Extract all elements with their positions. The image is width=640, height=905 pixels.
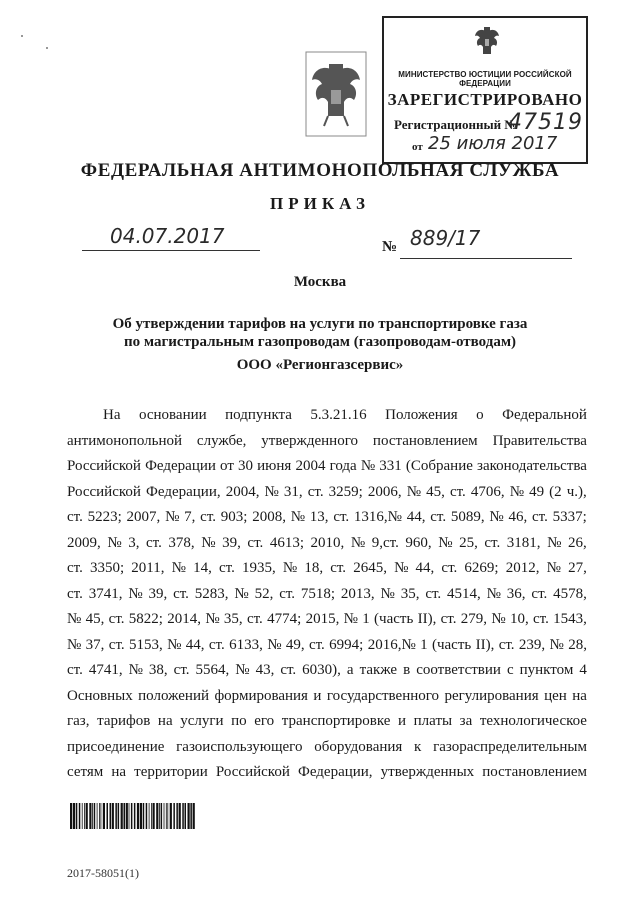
date-underline [82, 250, 260, 251]
body-word: № [549, 636, 564, 653]
body-word: № [201, 534, 216, 551]
body-word: о [476, 407, 484, 423]
body-word: 3, [128, 534, 140, 551]
body-word: 6994; [329, 636, 364, 653]
body-word: на [111, 764, 127, 780]
barcode-bar [137, 803, 139, 829]
body-word: № [205, 611, 220, 627]
body-word: ч.), [566, 483, 587, 500]
body-word: ст. [308, 636, 325, 653]
body-word: № [167, 636, 182, 653]
subject-line-2: по магистральным газопроводам (газопроводам-отводам) [123, 334, 517, 350]
body-word: постановлением [372, 432, 478, 449]
body-word: 3259; [328, 483, 363, 500]
body-word: 35, [223, 611, 243, 627]
body-word: газ, [67, 713, 90, 729]
body-word: 2014, [167, 611, 202, 627]
body-word: утвержденного [261, 432, 358, 449]
barcode-bar [107, 803, 109, 829]
barcode-bar [112, 803, 114, 829]
barcode-bar [110, 803, 112, 829]
body-word: на [572, 687, 587, 704]
body-word: 3181, [506, 534, 541, 551]
body-word: Федеральной [502, 407, 587, 423]
body-word: транспортировке [281, 713, 391, 729]
body-word: ст. [333, 509, 350, 525]
body-word: ст. [67, 560, 83, 576]
body-word: № [67, 611, 82, 627]
body-word: 4741, [88, 662, 123, 678]
body-word: 3741, [88, 585, 123, 602]
body-word: ст. [173, 585, 189, 602]
body-word: № [394, 560, 409, 576]
body-word: II), [417, 611, 437, 627]
registration-stamp [382, 16, 588, 164]
body-line [67, 509, 587, 526]
body-word: 39, [222, 534, 241, 551]
stamp-ministry-name: МИНИСТЕРСТВО ЮСТИЦИИ РОССИЙСКОЙ ФЕДЕРАЦИИ [398, 70, 572, 88]
body-word: пунктом [519, 662, 574, 678]
body-word: 52, [254, 585, 274, 602]
body-word: ст. [307, 483, 324, 500]
body-word: № [107, 534, 122, 551]
body-word: законодательства [477, 458, 587, 474]
body-word: 30 [238, 458, 254, 474]
body-line [67, 560, 587, 577]
body-word: № [67, 636, 82, 653]
body-word: 44, [185, 636, 205, 653]
barcode-bar [86, 803, 88, 829]
barcode-bar [103, 803, 105, 829]
body-word: 6269; [464, 560, 499, 576]
body-word: оборудования [314, 738, 403, 755]
body-word: 44, [406, 509, 426, 525]
body-word: 1 [420, 636, 428, 653]
body-word: постановлением [482, 764, 587, 780]
body-word: к [414, 738, 422, 755]
barcode-bar [185, 803, 187, 829]
barcode-bar [131, 803, 133, 829]
body-word: № [343, 611, 358, 627]
body-word: ст. [484, 534, 501, 551]
barcode-bar [121, 803, 123, 829]
body-word: 35, [400, 585, 420, 602]
body-word: ст. [67, 585, 83, 602]
body-word: № [491, 611, 506, 627]
barcode-bar [151, 803, 152, 829]
body-word: 5.3.21.16 [310, 407, 367, 423]
barcode-bar [115, 803, 117, 829]
body-word: № [165, 509, 180, 525]
body-line [67, 764, 587, 781]
body-word: Правительства [492, 432, 587, 449]
body-line [67, 433, 587, 450]
body-word: 6133, [229, 636, 263, 653]
number-underline [400, 258, 572, 259]
body-word: 14, [193, 560, 212, 576]
body-word: № [486, 585, 501, 602]
body-word: и [398, 713, 407, 729]
body-word: ст. [173, 662, 190, 678]
body-word: ст. [440, 611, 457, 627]
body-word: 378, [168, 534, 195, 551]
body-word: Российской [67, 458, 141, 474]
barcode-bar [118, 803, 120, 829]
body-word: 13, [309, 509, 329, 525]
stamp-reg-label: Регистрационный № [394, 117, 518, 132]
barcode-bar [92, 803, 93, 829]
body-word: 27, [568, 560, 587, 576]
body-word: № [235, 662, 250, 678]
body-word: ст. [425, 585, 442, 602]
body-word: ст. [498, 636, 515, 653]
body-word: цен [544, 687, 567, 704]
body-word: 2007, [126, 509, 161, 525]
body-word: № [171, 560, 186, 576]
body-word: 43, [255, 662, 275, 678]
body-word: 4514, [447, 585, 481, 602]
body-word: ст. [146, 534, 162, 551]
body-word: 9,ст. [371, 534, 399, 551]
body-word: Федерации, [146, 483, 221, 500]
body-word: тарифов [97, 713, 151, 729]
body-word: его [254, 713, 275, 729]
barcode-bar [164, 803, 165, 829]
body-word: 1 [362, 611, 370, 627]
subject-company: ООО «Регионгазсервис» [236, 357, 404, 373]
body-word: № [489, 509, 504, 525]
agency-name: ФЕДЕРАЛЬНАЯ АНТИМОНОПОЛЬНАЯ СЛУЖБА [80, 160, 560, 181]
barcode-bar [70, 803, 72, 829]
barcode-bar [143, 803, 145, 829]
body-word: ст. [449, 483, 466, 500]
body-word: (часть [374, 611, 414, 627]
barcode-bar [166, 803, 167, 829]
body-word: 2013, [340, 585, 375, 602]
body-word: газоиспользующего [176, 738, 303, 755]
barcode-bar [124, 803, 126, 829]
body-word: 6030), [302, 662, 341, 678]
body-word: 2004, [225, 483, 260, 500]
body-word: на [157, 713, 173, 729]
body-word: 2011, [131, 560, 165, 576]
body-word: 1935, [241, 560, 276, 576]
body-word: ст. [430, 509, 447, 525]
body-word: № [546, 560, 561, 576]
body-line [67, 458, 587, 475]
body-word: 2006, [367, 483, 402, 500]
body-word: года [329, 458, 357, 474]
barcode-bar [153, 803, 155, 829]
body-word: 960, [405, 534, 432, 551]
body-word: 5564, [195, 662, 230, 678]
body-word: платы [413, 713, 453, 729]
barcode-bar [170, 803, 172, 829]
barcode-bar [188, 803, 190, 829]
body-word: 239, [518, 636, 546, 653]
body-word: № [547, 534, 562, 551]
scan-speck [46, 47, 48, 49]
barcode-bar [101, 803, 102, 829]
body-word: № [267, 636, 282, 653]
body-word: за [459, 713, 473, 729]
body-word: 3350; [89, 560, 125, 576]
body-word: территории [134, 764, 208, 780]
body-word: 903; [220, 509, 248, 525]
document-type: ПРИКАЗ [270, 194, 370, 213]
body-word: и [313, 687, 322, 704]
body-word: 5283, [194, 585, 229, 602]
body-word: 2016,№ [367, 636, 416, 653]
body-word: 39, [148, 585, 168, 602]
body-word: 18, [304, 560, 324, 576]
body-line [67, 611, 587, 628]
barcode-bar [99, 803, 100, 829]
body-word: 7518; [300, 585, 336, 602]
body-word: ст. [208, 636, 225, 653]
body-word: Федерации, [297, 764, 373, 780]
body-word: № [128, 662, 143, 678]
body-word: 5337; [552, 509, 587, 525]
body-word: ст. [531, 509, 548, 525]
body-word: 45, [426, 483, 445, 500]
body-line [67, 535, 587, 552]
body-word: 2009, [67, 534, 101, 551]
body-word: ст. [441, 560, 458, 576]
body-word: 4706, [470, 483, 505, 500]
body-word: № [128, 585, 143, 602]
number-sign: № [382, 239, 398, 255]
city: Москва [293, 274, 347, 290]
barcode-bar [79, 803, 81, 829]
body-line [67, 637, 587, 654]
barcode-bar [73, 803, 75, 829]
body-line [67, 662, 587, 679]
body-word: 5153, [128, 636, 163, 653]
body-word: 5089, [450, 509, 485, 525]
barcode-bar [159, 803, 160, 829]
subject-line-1: Об утверждении тарифов на услуги по транспортировке газа [112, 316, 528, 332]
body-word: ст. [532, 611, 549, 627]
barcode [70, 803, 196, 829]
body-word: Основных [67, 687, 133, 704]
scan-speck [21, 35, 23, 37]
barcode-bar [129, 803, 130, 829]
body-word: 31, [283, 483, 303, 500]
barcode-bar [149, 803, 150, 829]
barcode-bar [167, 803, 168, 829]
body-word: антимонопольной [67, 432, 182, 449]
body-word: ст. [280, 662, 297, 678]
body-word: ст. [67, 509, 83, 525]
body-word: подпункта [225, 407, 292, 423]
body-word: услуги [180, 713, 224, 729]
body-word: газораспределительным [433, 738, 587, 755]
body-word: соответствии [416, 662, 501, 678]
body-word: № [350, 534, 366, 551]
barcode-bar [97, 803, 98, 829]
barcode-bar [161, 803, 163, 829]
barcode-bar [179, 803, 181, 829]
body-word: основании [138, 407, 207, 423]
body-word: сетям [67, 764, 104, 780]
body-word: июня [257, 458, 292, 474]
body-word: 36, [506, 585, 526, 602]
body-word: ст. [330, 560, 347, 576]
body-word: ст. [67, 662, 83, 678]
barcode-bar [84, 803, 85, 829]
stamp-from-label: от [412, 141, 423, 153]
body-word: 28, [568, 636, 587, 653]
body-word: регулирования [444, 687, 539, 704]
body-word: утвержденных [380, 764, 475, 780]
body-word: (часть [431, 636, 472, 653]
body-word: ст. [246, 611, 263, 627]
barcode-bar [89, 803, 91, 829]
body-word: а [346, 662, 354, 678]
body-word: 2012, [505, 560, 540, 576]
barcode-bar [126, 803, 128, 829]
body-word: (Собрание [405, 458, 473, 474]
body-line [103, 407, 587, 424]
barcode-bar [176, 803, 178, 829]
body-word: формирования [214, 687, 308, 704]
body-word: № [406, 483, 422, 500]
body-line [67, 586, 587, 603]
body-word: № [264, 483, 279, 500]
stamp-reg-number: 47519 [508, 110, 583, 135]
body-word: положений [138, 687, 210, 704]
body-word: На [103, 407, 121, 423]
body-word: 26, [567, 534, 587, 551]
body-word: по [231, 713, 247, 729]
body-word: технологическое [479, 713, 587, 729]
body-word: II), [475, 636, 495, 653]
body-line [67, 739, 587, 756]
body-word: присоединение [67, 738, 165, 755]
barcode-bar [146, 803, 148, 829]
body-word: 1543, [553, 611, 587, 627]
body-word: 10, [509, 611, 529, 627]
barcode-bar [134, 803, 136, 829]
barcode-bar [76, 803, 78, 829]
stamp-from-date: 25 июля 2017 [428, 133, 558, 154]
body-word: 49 [529, 483, 545, 500]
body-word: № [290, 509, 306, 525]
order-date: 04.07.2017 [110, 224, 225, 248]
body-word: 4578, [553, 585, 587, 602]
body-word: от [220, 458, 234, 474]
body-word: 4613; [269, 534, 304, 551]
body-word: № [509, 483, 525, 500]
body-word: 38, [148, 662, 168, 678]
body-word: 37, [85, 636, 105, 653]
body-word: 49, [285, 636, 305, 653]
order-number: 889/17 [410, 226, 481, 250]
body-word: ст. [279, 585, 296, 602]
body-word: ст. [531, 585, 548, 602]
barcode-bar [156, 803, 158, 829]
body-word: 2008, [252, 509, 286, 525]
body-word: 279, [460, 611, 488, 627]
barcode-bar [94, 803, 96, 829]
body-word: 2645, [353, 560, 387, 576]
body-word: службе, [196, 432, 247, 449]
stamp-status: ЗАРЕГИСТРИРОВАНО [387, 90, 583, 109]
body-word: 44, [415, 560, 435, 576]
body-word: ст. [108, 611, 125, 627]
coat-of-arms-emblem [298, 50, 374, 140]
body-word: 4774; [267, 611, 302, 627]
body-line [67, 484, 587, 501]
body-word: № [234, 585, 249, 602]
body-word: № [360, 458, 376, 474]
body-line [67, 713, 587, 730]
body-word: 2015, [305, 611, 340, 627]
body-word: Российской [215, 764, 290, 780]
barcode-bar [140, 803, 142, 829]
barcode-bar [182, 803, 184, 829]
stamp-emblem-icon [470, 24, 504, 60]
body-word: ст. [108, 636, 125, 653]
body-word: с [506, 662, 514, 678]
body-word: Положения [385, 407, 458, 423]
body-word: ст. [218, 560, 235, 576]
body-word: 2004 [295, 458, 326, 474]
body-word: 5223; [87, 509, 122, 525]
barcode-bar [190, 803, 192, 829]
body-word: 45, [85, 611, 105, 627]
body-word: ст. [200, 509, 216, 525]
barcode-bar [193, 803, 195, 829]
document-code: 2017-58051(1) [67, 866, 139, 880]
body-word: 1316,№ [353, 509, 402, 525]
body-word: ст. [247, 534, 264, 551]
barcode-bar [82, 803, 83, 829]
body-word: 46, [508, 509, 528, 525]
body-word: 4 [579, 662, 587, 678]
body-word: Российской [67, 483, 141, 500]
body-word: Федерации [145, 458, 216, 474]
body-word: в [403, 662, 411, 678]
body-word: также [359, 662, 398, 678]
body-word: № [438, 534, 453, 551]
body-word: 7, [184, 509, 196, 525]
body-word: 331 [379, 458, 402, 474]
body-word: 5822; [128, 611, 163, 627]
body-word: государственного [326, 687, 440, 704]
body-word: (2 [549, 483, 562, 500]
body-word: № [380, 585, 395, 602]
body-word: 2010, [310, 534, 345, 551]
body-word: 25, [459, 534, 478, 551]
body-line [67, 688, 587, 705]
barcode-bar [173, 803, 175, 829]
body-word: № [282, 560, 298, 576]
